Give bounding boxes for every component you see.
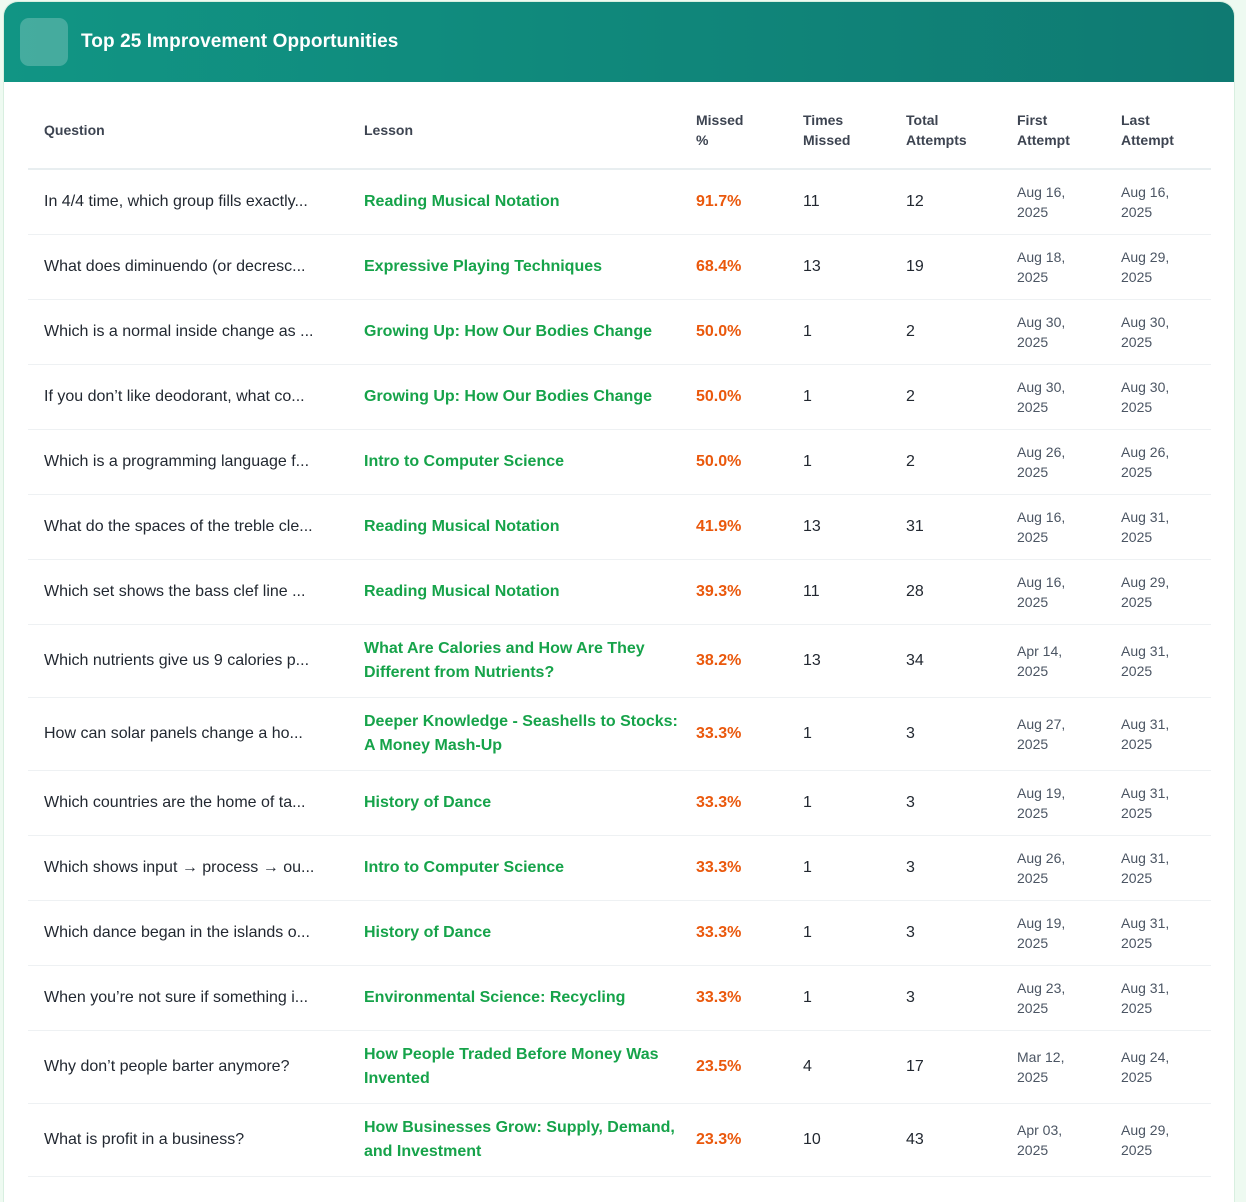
times-missed-cell: 1 (787, 365, 890, 430)
table-header-row (28, 100, 1211, 169)
table-row[interactable] (28, 235, 1211, 300)
times-missed-cell: 1 (787, 430, 890, 495)
total-attempts-cell: 3 (890, 901, 1001, 966)
table-row[interactable] (28, 495, 1211, 560)
card-title: Top 25 Improvement Opportunities (81, 31, 399, 52)
first-attempt-cell: Aug 30, 2025 (1001, 365, 1105, 430)
table-row[interactable] (28, 836, 1211, 901)
lesson-link[interactable]: Environmental Science: Recycling (348, 966, 696, 1031)
total-attempts-cell: 2 (890, 300, 1001, 365)
table-row[interactable] (28, 365, 1211, 430)
table-row[interactable] (28, 300, 1211, 365)
lesson-link[interactable]: How Businesses Grow: Supply, Demand, and Investment (348, 1104, 696, 1177)
first-attempt-cell: Aug 16, 2025 (1001, 169, 1105, 235)
first-attempt-cell: Aug 18, 2025 (1001, 235, 1105, 300)
times-missed-cell: 1 (787, 698, 890, 771)
missed-percent-cell: 23.5% (696, 1031, 787, 1104)
times-missed-cell: 1 (787, 300, 890, 365)
question-cell: Which set shows the bass clef line ... (28, 560, 348, 625)
question-cell: What do the spaces of the treble cle... (28, 495, 348, 560)
times-missed-cell: 13 (787, 235, 890, 300)
question-cell: How can solar panels change a ho... (28, 698, 348, 771)
total-attempts-cell: 43 (890, 1104, 1001, 1177)
opportunities-table (28, 100, 1211, 1177)
first-attempt-cell: Aug 30, 2025 (1001, 300, 1105, 365)
first-attempt-cell: Aug 23, 2025 (1001, 966, 1105, 1031)
total-attempts-cell: 3 (890, 698, 1001, 771)
lesson-link[interactable]: Expressive Playing Techniques (348, 235, 696, 300)
lesson-link[interactable]: How People Traded Before Money Was Invented (348, 1031, 696, 1104)
first-attempt-cell: Aug 26, 2025 (1001, 430, 1105, 495)
times-missed-cell: 11 (787, 169, 890, 235)
table-row[interactable] (28, 901, 1211, 966)
question-cell: Which dance began in the islands o... (28, 901, 348, 966)
times-missed-cell: 1 (787, 901, 890, 966)
table-row[interactable] (28, 1104, 1211, 1177)
times-missed-cell: 1 (787, 836, 890, 901)
missed-percent-cell: 38.2% (696, 625, 787, 698)
missed-percent-cell: 33.3% (696, 901, 787, 966)
question-cell: When you’re not sure if something i... (28, 966, 348, 1031)
last-attempt-cell: Aug 30, 2025 (1105, 300, 1211, 365)
last-attempt-cell: Aug 16, 2025 (1105, 169, 1211, 235)
missed-percent-cell: 50.0% (696, 365, 787, 430)
column-header-missed-percent[interactable]: Missed % (696, 100, 787, 169)
times-missed-cell: 4 (787, 1031, 890, 1104)
times-missed-cell: 13 (787, 625, 890, 698)
times-missed-cell: 1 (787, 771, 890, 836)
times-missed-cell: 13 (787, 495, 890, 560)
missed-percent-cell: 23.3% (696, 1104, 787, 1177)
last-attempt-cell: Aug 31, 2025 (1105, 698, 1211, 771)
card-header (4, 2, 1234, 82)
last-attempt-cell: Aug 31, 2025 (1105, 901, 1211, 966)
last-attempt-cell: Aug 31, 2025 (1105, 966, 1211, 1031)
question-cell: Which countries are the home of ta... (28, 771, 348, 836)
total-attempts-cell: 2 (890, 365, 1001, 430)
column-header-total-attempts[interactable]: Total Attempts (890, 100, 1001, 169)
question-cell: Which is a normal inside change as ... (28, 300, 348, 365)
times-missed-cell: 1 (787, 966, 890, 1031)
lesson-link[interactable]: Reading Musical Notation (348, 560, 696, 625)
last-attempt-cell: Aug 30, 2025 (1105, 365, 1211, 430)
times-missed-cell: 11 (787, 560, 890, 625)
missed-percent-cell: 39.3% (696, 560, 787, 625)
question-cell: What is profit in a business? (28, 1104, 348, 1177)
first-attempt-cell: Apr 03, 2025 (1001, 1104, 1105, 1177)
lesson-link[interactable]: History of Dance (348, 901, 696, 966)
missed-percent-cell: 33.3% (696, 836, 787, 901)
last-attempt-cell: Aug 31, 2025 (1105, 836, 1211, 901)
table-row[interactable] (28, 169, 1211, 235)
question-cell: Which is a programming language f... (28, 430, 348, 495)
lesson-link[interactable]: Intro to Computer Science (348, 836, 696, 901)
table-row[interactable] (28, 966, 1211, 1031)
missed-percent-cell: 33.3% (696, 966, 787, 1031)
column-header-lesson[interactable]: Lesson (348, 100, 696, 169)
table-row[interactable] (28, 560, 1211, 625)
total-attempts-cell: 12 (890, 169, 1001, 235)
total-attempts-cell: 2 (890, 430, 1001, 495)
last-attempt-cell: Aug 24, 2025 (1105, 1031, 1211, 1104)
last-attempt-cell: Aug 29, 2025 (1105, 235, 1211, 300)
total-attempts-cell: 28 (890, 560, 1001, 625)
last-attempt-cell: Aug 31, 2025 (1105, 771, 1211, 836)
question-cell: Which shows input → process → ou... (28, 836, 348, 901)
first-attempt-cell: Mar 12, 2025 (1001, 1031, 1105, 1104)
table-row[interactable] (28, 625, 1211, 698)
table-row[interactable] (28, 430, 1211, 495)
lesson-link[interactable]: Growing Up: How Our Bodies Change (348, 300, 696, 365)
question-cell: Which nutrients give us 9 calories p... (28, 625, 348, 698)
improvement-opportunities-card (4, 2, 1234, 1202)
total-attempts-cell: 17 (890, 1031, 1001, 1104)
total-attempts-cell: 34 (890, 625, 1001, 698)
first-attempt-cell: Aug 16, 2025 (1001, 495, 1105, 560)
last-attempt-cell: Aug 29, 2025 (1105, 560, 1211, 625)
first-attempt-cell: Aug 19, 2025 (1001, 901, 1105, 966)
total-attempts-cell: 31 (890, 495, 1001, 560)
lesson-link[interactable]: Intro to Computer Science (348, 430, 696, 495)
column-header-last-attempt[interactable]: Last Attempt (1105, 100, 1211, 169)
first-attempt-cell: Aug 19, 2025 (1001, 771, 1105, 836)
first-attempt-cell: Aug 26, 2025 (1001, 836, 1105, 901)
total-attempts-cell: 3 (890, 966, 1001, 1031)
table-row[interactable] (28, 771, 1211, 836)
last-attempt-cell: Aug 31, 2025 (1105, 495, 1211, 560)
missed-percent-cell: 50.0% (696, 300, 787, 365)
lesson-link[interactable]: History of Dance (348, 771, 696, 836)
lesson-link[interactable]: What Are Calories and How Are They Different from Nutrients? (348, 625, 696, 698)
lesson-link[interactable]: Reading Musical Notation (348, 495, 696, 560)
missed-percent-cell: 41.9% (696, 495, 787, 560)
table-row[interactable] (28, 698, 1211, 771)
missed-percent-cell: 91.7% (696, 169, 787, 235)
question-cell: If you don’t like deodorant, what co... (28, 365, 348, 430)
missed-percent-cell: 33.3% (696, 771, 787, 836)
first-attempt-cell: Apr 14, 2025 (1001, 625, 1105, 698)
times-missed-cell: 10 (787, 1104, 890, 1177)
missed-percent-cell: 68.4% (696, 235, 787, 300)
last-attempt-cell: Aug 29, 2025 (1105, 1104, 1211, 1177)
column-header-times-missed[interactable]: Times Missed (787, 100, 890, 169)
first-attempt-cell: Aug 27, 2025 (1001, 698, 1105, 771)
column-header-question[interactable]: Question (28, 100, 348, 169)
total-attempts-cell: 3 (890, 836, 1001, 901)
question-cell: In 4/4 time, which group fills exactly... (28, 169, 348, 235)
table-row[interactable] (28, 1031, 1211, 1104)
header-icon (20, 18, 68, 66)
total-attempts-cell: 3 (890, 771, 1001, 836)
column-header-first-attempt[interactable]: First Attempt (1001, 100, 1105, 169)
total-attempts-cell: 19 (890, 235, 1001, 300)
last-attempt-cell: Aug 26, 2025 (1105, 430, 1211, 495)
first-attempt-cell: Aug 16, 2025 (1001, 560, 1105, 625)
missed-percent-cell: 33.3% (696, 698, 787, 771)
lesson-link[interactable]: Reading Musical Notation (348, 169, 696, 235)
last-attempt-cell: Aug 31, 2025 (1105, 625, 1211, 698)
question-cell: What does diminuendo (or decresc... (28, 235, 348, 300)
missed-percent-cell: 50.0% (696, 430, 787, 495)
question-cell: Why don’t people barter anymore? (28, 1031, 348, 1104)
lesson-link[interactable]: Growing Up: How Our Bodies Change (348, 365, 696, 430)
lesson-link[interactable]: Deeper Knowledge - Seashells to Stocks: A Money Mash-Up (348, 698, 696, 771)
